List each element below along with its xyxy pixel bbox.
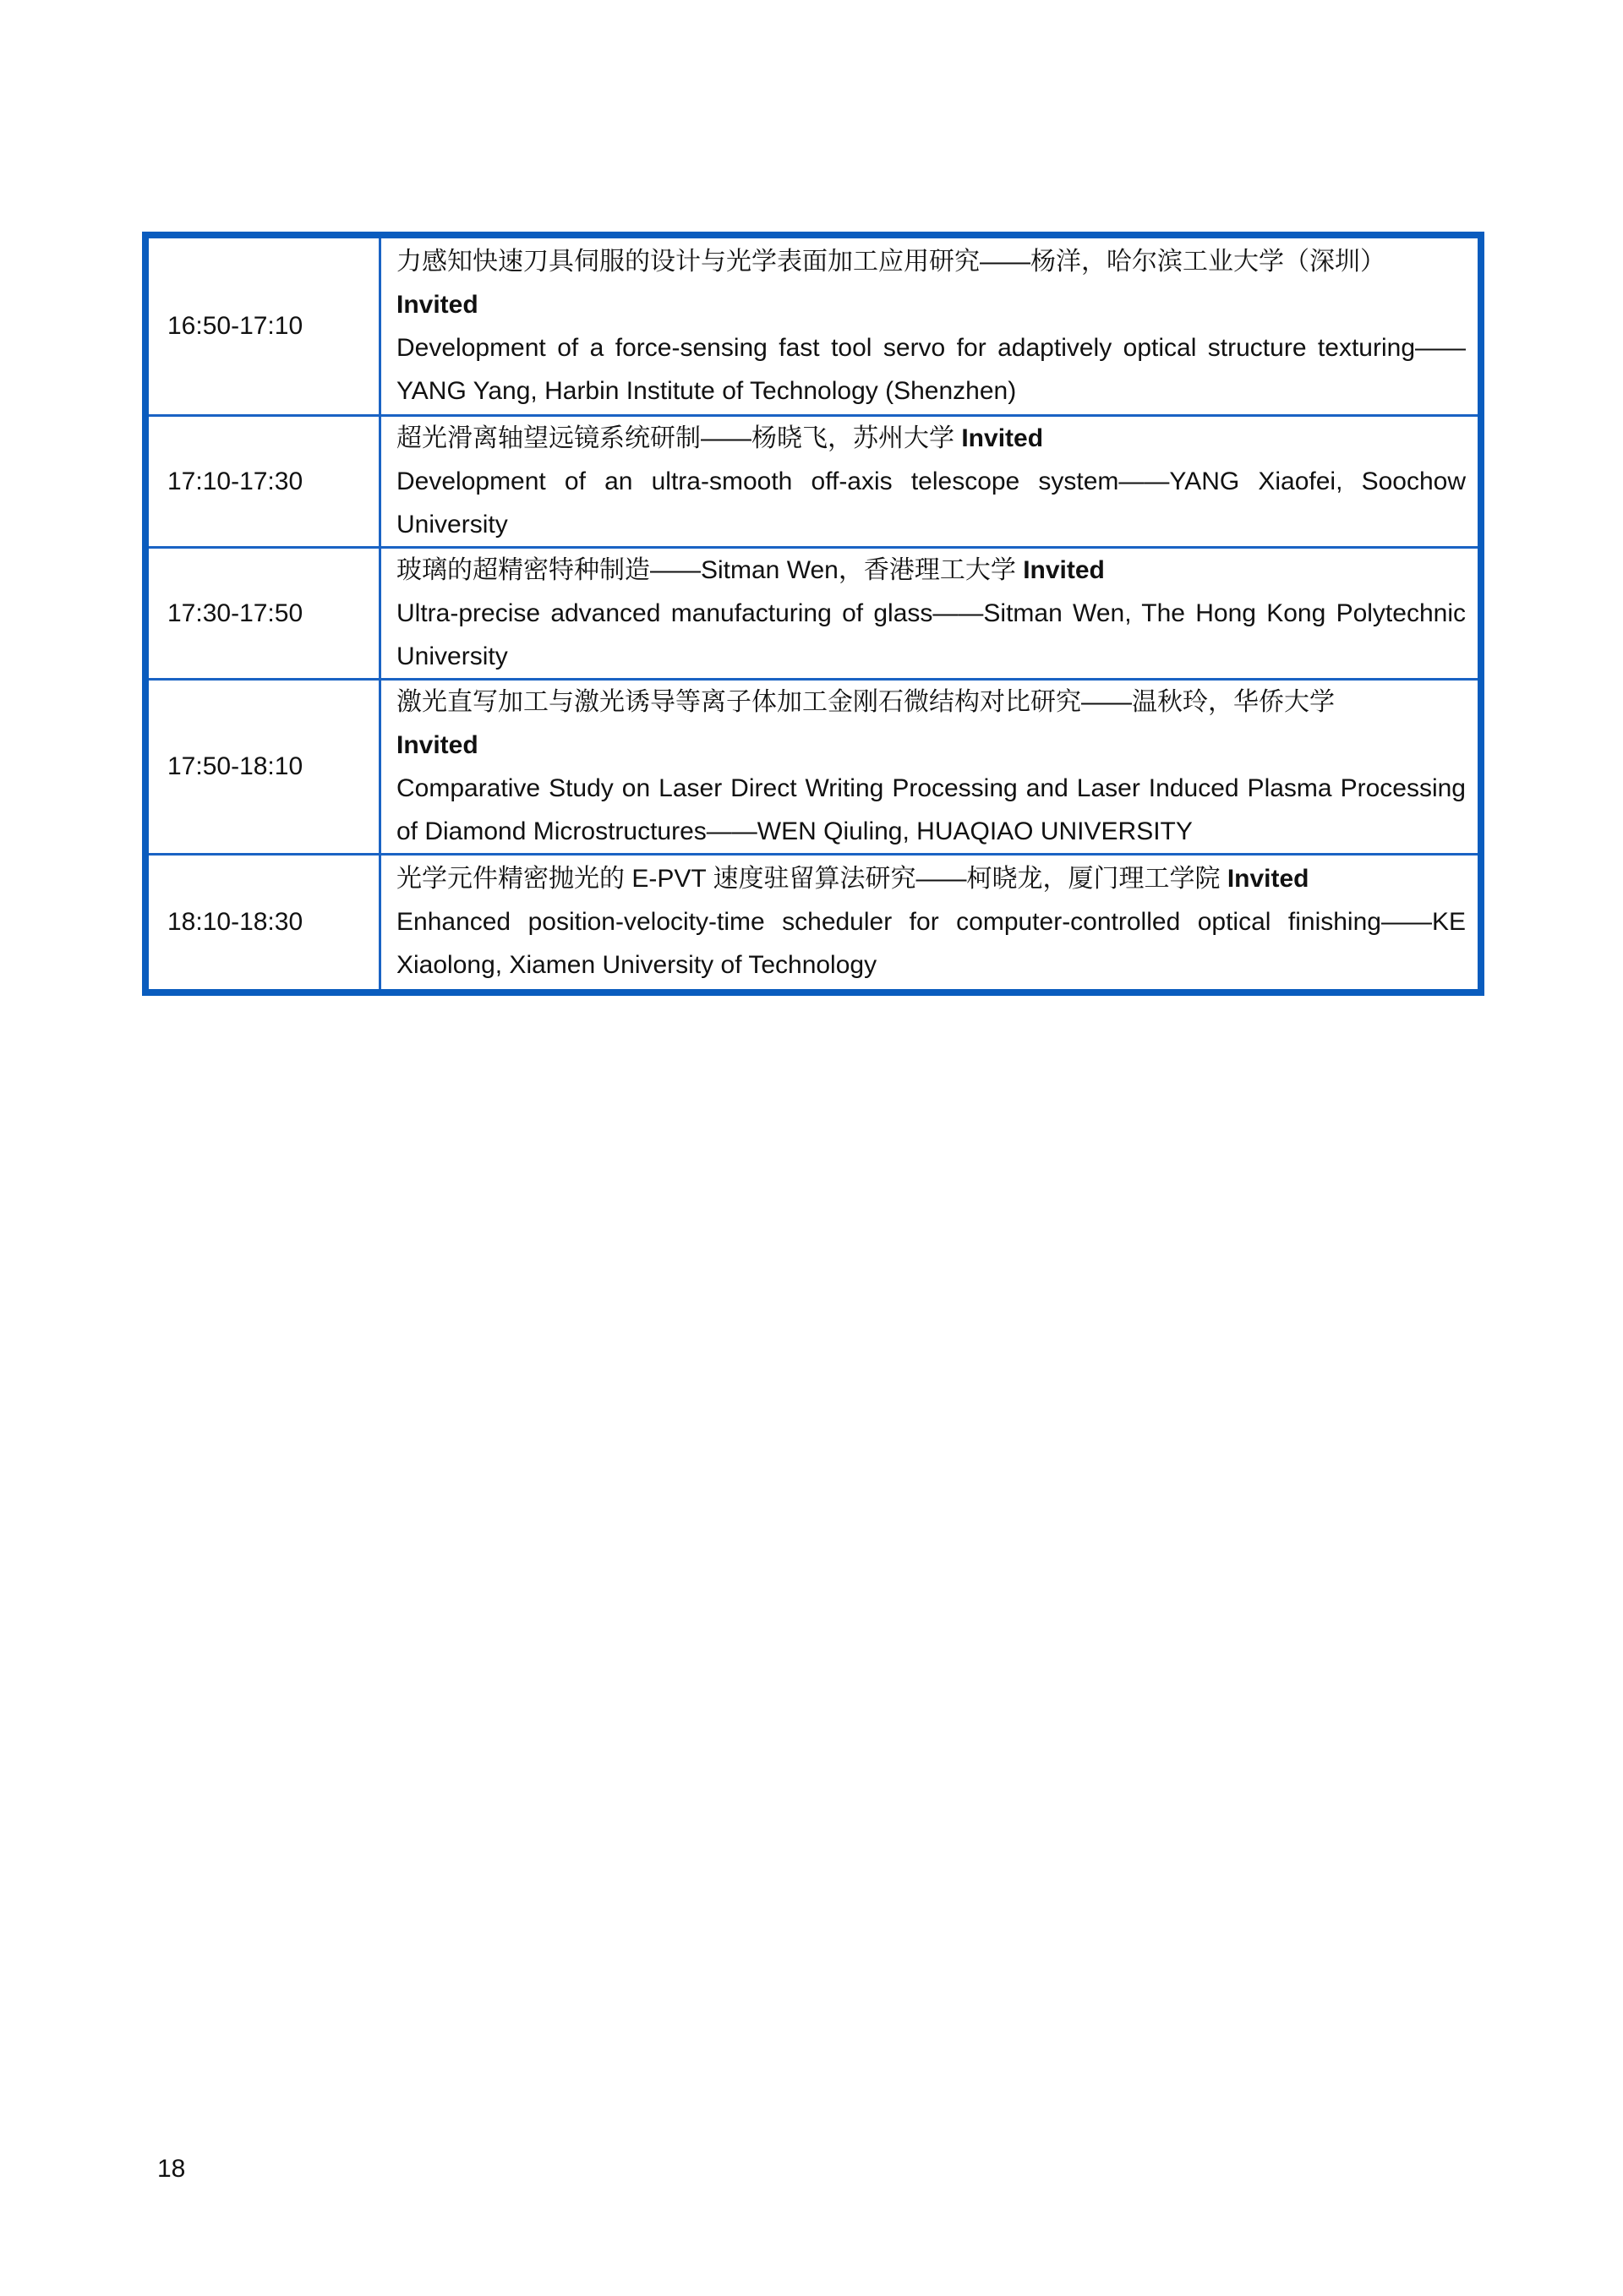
talk-cell <box>380 679 1482 854</box>
table-row <box>145 679 1481 854</box>
talk-cell <box>380 547 1482 679</box>
table-row <box>145 415 1481 547</box>
time-slot: 17:50-18:10 <box>145 679 380 854</box>
talk-cell <box>380 854 1482 992</box>
time-slot: 17:30-17:50 <box>145 547 380 679</box>
page-number: 18 <box>157 2155 186 2183</box>
talk-title-cn: 玻璃的超精密特种制造——Sitman Wen，香港理工大学 <box>396 555 1016 584</box>
table-row <box>145 235 1481 415</box>
talk-title-en: Enhanced position-velocity-time scheduler for computer-controlled optical finishing——KE Xiaolong, Xiamen University of Technology <box>396 908 1466 980</box>
table-row <box>145 547 1481 679</box>
talk-title-cn: 力感知快速刀具伺服的设计与光学表面加工应用研究——杨洋，哈尔滨工业大学（深圳） <box>396 247 1385 276</box>
time-slot: 18:10-18:30 <box>145 854 380 992</box>
talk-title-en: Comparative Study on Laser Direct Writing Processing and Laser Induced Plasma Processing of Diamond Microstructures——WEN Qiuling, HUAQIAO UNIVERSITY <box>396 774 1466 845</box>
invited-badge: Invited <box>1227 865 1309 894</box>
invited-badge: Invited <box>396 290 478 319</box>
time-slot: 16:50-17:10 <box>145 235 380 415</box>
talk-cell <box>380 235 1482 415</box>
invited-badge: Invited <box>396 730 478 759</box>
talk-cell <box>380 415 1482 547</box>
invited-badge: Invited <box>1023 555 1105 584</box>
talk-title-cn: 光学元件精密抛光的 E-PVT 速度驻留算法研究——柯晓龙，厦门理工学院 <box>396 865 1221 894</box>
invited-badge: Invited <box>961 424 1044 452</box>
talk-title-en: Development of a force-sensing fast tool servo for adaptively optical structure texturing——YANG Yang, Harbin Institute of Technology (Shenzhen) <box>396 333 1466 405</box>
time-slot: 17:10-17:30 <box>145 415 380 547</box>
talk-title-en: Development of an ultra-smooth off-axis telescope system——YANG Xiaofei, Soochow University <box>396 467 1466 538</box>
talk-title-en: Ultra-precise advanced manufacturing of glass——Sitman Wen, The Hong Kong Polytechnic University <box>396 599 1466 670</box>
table-row <box>145 854 1481 992</box>
talk-title-cn: 超光滑离轴望远镜系统研制——杨晓飞，苏州大学 <box>396 424 954 452</box>
session-schedule-table <box>142 232 1484 996</box>
talk-title-cn: 激光直写加工与激光诱导等离子体加工金刚石微结构对比研究——温秋玲，华侨大学 <box>396 687 1335 716</box>
